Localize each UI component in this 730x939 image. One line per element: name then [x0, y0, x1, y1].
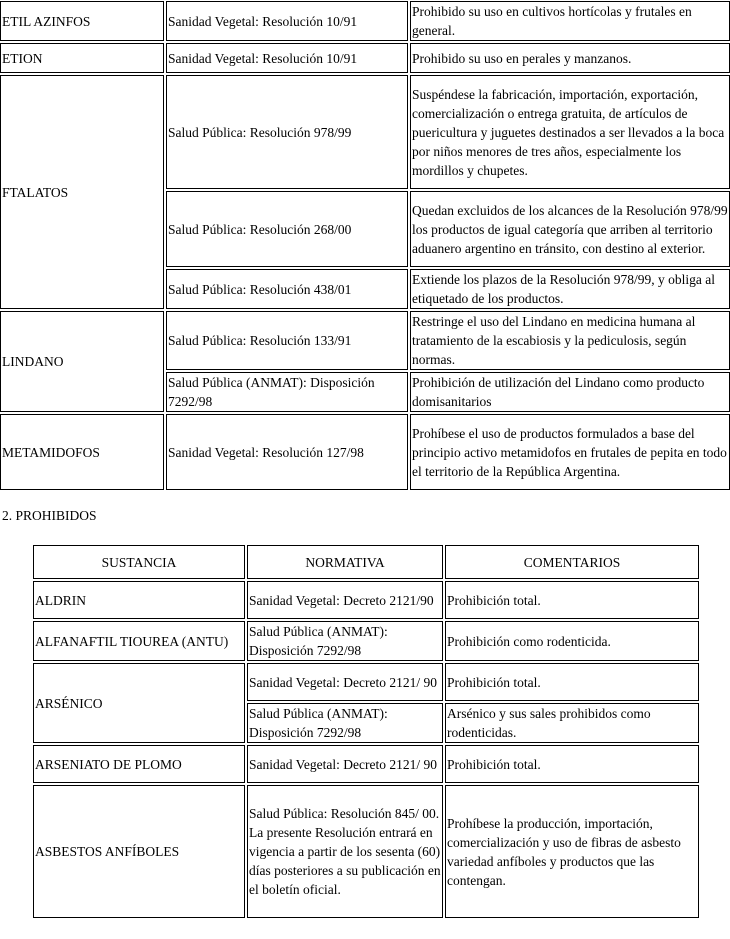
regulation-cell: Salud Pública (ANMAT): Disposición 7292/98 [166, 372, 408, 412]
regulation-cell: Sanidad Vegetal: Resolución 10/91 [166, 1, 408, 41]
substance-cell: FTALATOS [0, 75, 164, 309]
substance-cell: METAMIDOFOS [0, 414, 164, 490]
comment-cell: Prohíbese la producción, importación, comercialización y uso de fibras de asbesto variedad anfíboles y productos que las contengan. [445, 785, 699, 918]
comment-cell: Prohibición total. [445, 745, 699, 783]
comment-cell: Restringe el uso del Lindano en medicina humana al tratamiento de la escabiosis y la pediculosis, según normas. [410, 311, 730, 370]
column-header-comments: COMENTARIOS [445, 545, 699, 579]
substance-cell: ASBESTOS ANFÍBOLES [33, 785, 245, 918]
comment-cell: Extiende los plazos de la Resolución 978/99, y obliga al etiquetado de los productos. [410, 269, 730, 309]
substance-cell: ALFANAFTIL TIOUREA (ANTU) [33, 621, 245, 661]
regulation-cell: Sanidad Vegetal: Decreto 2121/90 [247, 581, 443, 619]
regulation-cell: Sanidad Vegetal: Decreto 2121/ 90 [247, 745, 443, 783]
regulation-cell: Sanidad Vegetal: Resolución 10/91 [166, 43, 408, 73]
regulation-cell: Salud Pública (ANMAT): Disposición 7292/98 [247, 621, 443, 661]
table-row [0, 414, 730, 490]
regulation-cell: Salud Pública: Resolución 438/01 [166, 269, 408, 309]
regulation-cell: Salud Pública: Resolución 978/99 [166, 75, 408, 189]
comment-cell: Prohíbese el uso de productos formulados a base del principio activo metamidofos en frutales de pepita en todo el territorio de la República Argentina. [410, 414, 730, 490]
column-header-regulation: NORMATIVA [247, 545, 443, 579]
substance-cell: ARSENIATO DE PLOMO [33, 745, 245, 783]
comment-cell: Prohibición total. [445, 663, 699, 701]
regulation-cell: Salud Pública: Resolución 845/ 00. La presente Resolución entrará en vigencia a partir de los sesenta (60) días posteriores a su publicación en el boletín oficial. [247, 785, 443, 918]
prohibited-substances-table [31, 543, 701, 920]
table-row [0, 1, 730, 41]
regulation-cell: Salud Pública: Resolución 268/00 [166, 191, 408, 267]
substance-cell: ALDRIN [33, 581, 245, 619]
section-heading: 2. PROHIBIDOS [2, 508, 97, 523]
substance-cell: ETIL AZINFOS [0, 1, 164, 41]
comment-cell: Prohibición total. [445, 581, 699, 619]
table-row [33, 621, 699, 661]
table-header-row [33, 545, 699, 579]
substance-cell: ETION [0, 43, 164, 73]
regulation-cell: Salud Pública: Resolución 133/91 [166, 311, 408, 370]
table-row [33, 663, 699, 701]
comment-cell: Quedan excluidos de los alcances de la Resolución 978/99 los productos de igual categoría que arriben al territorio aduanero argentino en tránsito, con destino al exterior. [410, 191, 730, 267]
comment-cell: Prohibido su uso en perales y manzanos. [410, 43, 730, 73]
substance-cell: LINDANO [0, 311, 164, 412]
regulation-cell: Sanidad Vegetal: Decreto 2121/ 90 [247, 663, 443, 701]
column-header-substance: SUSTANCIA [33, 545, 245, 579]
comment-cell: Suspéndese la fabricación, importación, exportación, comercialización o entrega gratuita, de artículos de puericultura y juguetes destinados a ser llevados a la boca por niños menores de tres años, especialmente los mordillos y chupetes. [410, 75, 730, 189]
table-row [33, 785, 699, 918]
regulation-cell: Sanidad Vegetal: Resolución 127/98 [166, 414, 408, 490]
table-row [33, 745, 699, 783]
comment-cell: Prohibido su uso en cultivos hortícolas y frutales en general. [410, 1, 730, 41]
table-row [0, 43, 730, 73]
comment-cell: Prohibición como rodenticida. [445, 621, 699, 661]
substance-cell: ARSÉNICO [33, 663, 245, 743]
regulation-cell: Salud Pública (ANMAT): Disposición 7292/98 [247, 703, 443, 743]
comment-cell: Arsénico y sus sales prohibidos como rodenticidas. [445, 703, 699, 743]
comment-cell: Prohibición de utilización del Lindano como producto domisanitarios [410, 372, 730, 412]
table-row [33, 581, 699, 619]
table-row [0, 75, 730, 189]
table-row [0, 311, 730, 370]
